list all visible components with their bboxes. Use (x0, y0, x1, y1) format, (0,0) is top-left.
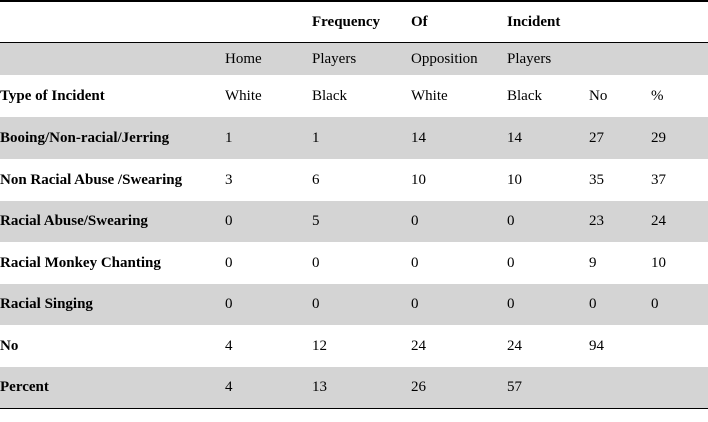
column-opposition-black: Black (507, 87, 542, 104)
table-bottom-rule (0, 408, 708, 409)
column-percent: % (651, 87, 664, 104)
table-row (0, 284, 708, 325)
cell-home-white: 3 (225, 171, 233, 188)
row-label: Non Racial Abuse /Swearing (0, 171, 183, 188)
cell-percent: 29 (651, 129, 666, 146)
column-home-white: White (225, 87, 262, 104)
table-column-row (0, 75, 708, 117)
table-row (0, 242, 708, 284)
title-incident: Incident (507, 13, 561, 30)
cell-home-black: 5 (312, 213, 320, 229)
cell-home-white: 0 (225, 296, 233, 312)
cell-no: 94 (589, 337, 604, 354)
cell-home-black: 6 (312, 171, 320, 188)
cell-opposition-white: 0 (411, 213, 419, 229)
title-frequency: Frequency (312, 13, 381, 30)
column-no: No (589, 87, 608, 104)
cell-no: 27 (589, 129, 604, 146)
cell-percent: 37 (651, 171, 666, 188)
cell-opposition-white: 24 (411, 337, 426, 354)
table-row (0, 117, 708, 159)
cell-no: 23 (589, 213, 604, 229)
column-home-black: Black (312, 87, 347, 104)
cell-opposition-black: 24 (507, 337, 522, 354)
title-of: Of (411, 13, 428, 30)
cell-home-white: 4 (225, 337, 233, 354)
table-title-row (0, 2, 708, 42)
table-row (0, 367, 708, 408)
table-row (0, 159, 708, 201)
table-row (0, 325, 708, 367)
row-label: Percent (0, 379, 49, 395)
cell-home-white: 0 (225, 254, 233, 271)
cell-home-black: 1 (312, 129, 320, 146)
cell-opposition-black: 0 (507, 296, 515, 312)
row-label: Racial Monkey Chanting (0, 254, 161, 271)
group-home: Home (225, 50, 262, 67)
cell-opposition-black: 57 (507, 379, 522, 395)
cell-percent: 0 (651, 296, 659, 312)
cell-opposition-black: 10 (507, 171, 522, 188)
cell-opposition-black: 14 (507, 129, 522, 146)
cell-home-black: 13 (312, 379, 327, 395)
table-row (0, 201, 708, 242)
cell-opposition-white: 0 (411, 254, 419, 271)
cell-no: 35 (589, 171, 604, 188)
cell-home-black: 0 (312, 254, 320, 271)
cell-opposition-white: 10 (411, 171, 426, 188)
cell-home-white: 4 (225, 379, 233, 395)
cell-opposition-white: 26 (411, 379, 426, 395)
cell-home-white: 1 (225, 129, 233, 146)
cell-opposition-black: 0 (507, 254, 515, 271)
row-label: Booing/Non-racial/Jerring (0, 129, 170, 146)
group-opposition: Opposition (411, 50, 478, 67)
column-type-of-incident: Type of Incident (0, 87, 105, 104)
row-label: No (0, 337, 19, 354)
cell-opposition-white: 14 (411, 129, 426, 146)
row-label: Racial Singing (0, 296, 93, 312)
cell-opposition-black: 0 (507, 213, 515, 229)
cell-home-black: 12 (312, 337, 327, 354)
row-label: Racial Abuse/Swearing (0, 213, 148, 229)
column-opposition-white: White (411, 87, 448, 104)
group-players-2: Players (507, 50, 552, 67)
cell-percent: 10 (651, 254, 666, 271)
table-group-row (0, 43, 708, 75)
group-players-1: Players (312, 50, 357, 67)
cell-no: 9 (589, 254, 597, 271)
cell-opposition-white: 0 (411, 296, 419, 312)
cell-home-black: 0 (312, 296, 320, 312)
cell-no: 0 (589, 296, 597, 312)
cell-home-white: 0 (225, 213, 233, 229)
cell-percent: 24 (651, 213, 666, 229)
